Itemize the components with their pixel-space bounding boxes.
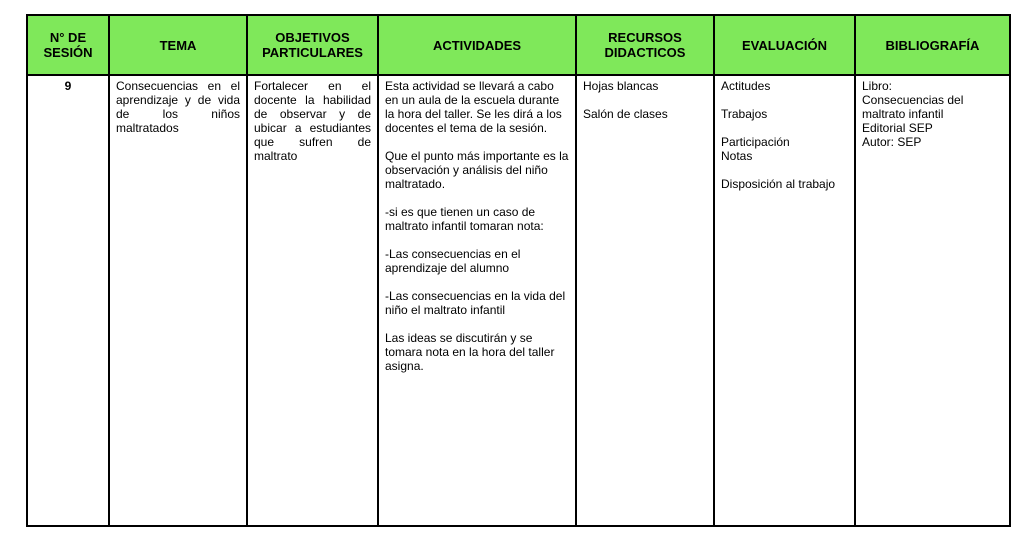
header-row — [27, 15, 1010, 75]
table-row — [27, 75, 1010, 526]
tema-cell: Consecuencias en el aprendizaje y de vida de los niños maltratados — [109, 75, 247, 526]
header-bibliografia: BIBLIOGRAFÍA — [855, 15, 1010, 75]
evaluacion-item: Actitudes — [721, 79, 771, 93]
evaluacion-item: Trabajos — [721, 107, 768, 121]
header-sesion: N° DE SESIÓN — [27, 15, 109, 75]
header-actividades: ACTIVIDADES — [378, 15, 576, 75]
bibliografia-line: Autor: SEP — [862, 135, 922, 149]
header-tema: TEMA — [109, 15, 247, 75]
header-objetivos: OBJETIVOS PARTICULARES — [247, 15, 378, 75]
actividad-paragraph: Esta actividad se llevará a cabo en un aula de la escuela durante la hora del taller. Se les dirá a los docentes el tema de la sesión. — [385, 79, 562, 135]
actividad-paragraph: Que el punto más importante es la observación y análisis del niño maltratado. — [385, 149, 569, 191]
bibliografia-line: Consecuencias del maltrato infantil — [862, 93, 964, 121]
objetivos-cell: Fortalecer en el docente la habilidad de observar y de ubicar a estudiantes que sufren de maltrato — [247, 75, 378, 526]
recursos-cell — [576, 75, 714, 526]
recurso-item: Hojas blancas — [583, 79, 659, 93]
bibliografia-cell — [855, 75, 1010, 526]
header-recursos: RECURSOS DIDACTICOS — [576, 15, 714, 75]
session-number: 9 — [27, 75, 109, 526]
bibliografia-line: Editorial SEP — [862, 121, 933, 135]
evaluacion-item: Participación Notas — [721, 135, 790, 163]
actividad-paragraph: Las ideas se discutirán y se tomara nota en la hora del taller asigna. — [385, 331, 555, 373]
actividad-paragraph: -Las consecuencias en el aprendizaje del alumno — [385, 247, 521, 275]
bibliografia-line: Libro: — [862, 79, 893, 93]
session-plan-table — [26, 14, 1011, 527]
actividad-paragraph: -Las consecuencias en la vida del niño el maltrato infantil — [385, 289, 566, 317]
header-evaluacion: EVALUACIÓN — [714, 15, 855, 75]
recurso-item: Salón de clases — [583, 107, 668, 121]
actividad-paragraph: -si es que tienen un caso de maltrato infantil tomaran nota: — [385, 205, 544, 233]
evaluacion-item: Disposición al trabajo — [721, 177, 836, 191]
evaluacion-cell — [714, 75, 855, 526]
actividades-cell — [378, 75, 576, 526]
